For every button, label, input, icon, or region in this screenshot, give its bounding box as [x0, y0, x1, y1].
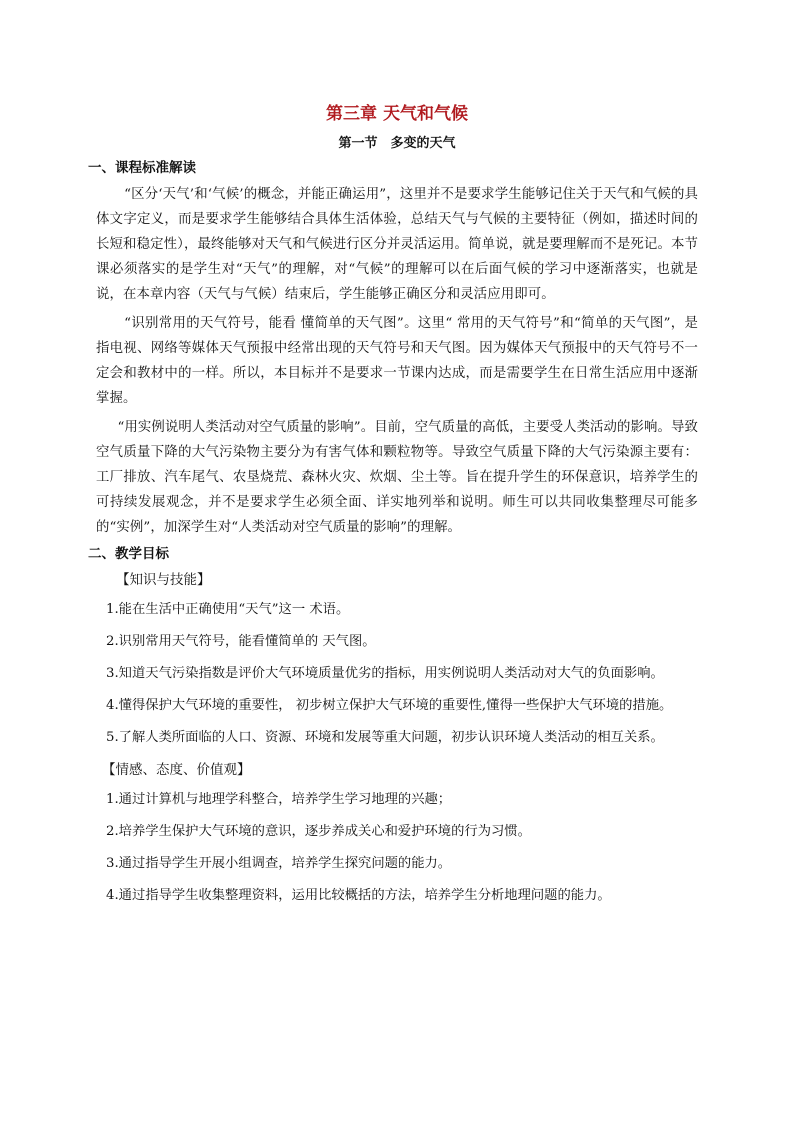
section-title: 第一节 多变的天气 — [338, 136, 456, 151]
emotion-values-label: 【情感、态度、价值观】 — [102, 762, 251, 778]
chapter-title: 第三章 天气和气候 — [326, 104, 468, 124]
paragraph-air-quality: “用实例说明人类活动对空气质量的影响”。目前，空气质量的高低，主要受人类活动的影响。导致空气质量下降的大气污染物主要分为有害气体和颗粒物等。导致空气质量下降的大气污染源主要有：工厂排放、汽车尾气、农垦烧荒、森林火灾、炊烟、尘土等。旨在提升学生的环保意识，培养学生的可持续发展观念，并不是要求学生必须全面、详实地列举和说明。师生可以共同收集整理尽可能多的“实例”，加深学生对“人类活动对空气质量的影响”的理解。 — [96, 420, 698, 535]
emotion-item: 2.培养学生保护大气环境的意识，逐步养成关心和爱护环境的行为习惯。 — [106, 824, 531, 839]
knowledge-item: 2.识别常用天气符号，能看懂简单的 天气图。 — [106, 634, 376, 649]
knowledge-item: 1.能在生活中正确使用“天气”这一 术语。 — [106, 602, 350, 617]
knowledge-item: 3.知道天气污染指数是评价大气环境质量优劣的指标，用实例说明人类活动对大气的负面影响。 — [106, 666, 664, 681]
knowledge-item: 4.懂得保护大气环境的重要性， 初步树立保护大气环境的重要性,懂得一些保护大气环境的措施。 — [106, 698, 673, 713]
emotion-item: 3.通过指导学生开展小组调查，培养学生探究问题的能力。 — [106, 856, 452, 871]
heading-objectives: 二、教学目标 — [88, 546, 169, 562]
emotion-item: 4.通过指导学生收集整理资料，运用比较概括的方法，培养学生分析地理问题的能力。 — [106, 888, 611, 903]
heading-standards: 一、课程标准解读 — [88, 160, 196, 176]
knowledge-item: 5.了解人类所面临的人口、资源、环境和发展等重大问题，初步认识环境人类活动的相互关系。 — [106, 730, 664, 745]
paragraph-weather-symbols: “识别常用的天气符号，能看 懂简单的天气图”。这里“ 常用的天气符号”和“简单的天气图”，是指电视、网络等媒体天气预报中经常出现的天气符号和天气图。因为媒体天气预报中的天气符号不一定会和教材中的一样。所以，本目标并不是要求一节课内达成，而是需要学生在日常生活应用中逐渐掌握。 — [96, 316, 698, 406]
emotion-item: 1.通过计算机与地理学科整合，培养学生学习地理的兴趣； — [106, 792, 452, 807]
paragraph-weather-climate: “区分‘天气’和‘气候’的概念，并能正确运用”，这里并不是要求学生能够记住关于天气和气候的具体文字定义，而是要求学生能够结合具体生活体验，总结天气与气候的主要特征（例如，描述时间的长短和稳定性），最终能够对天气和气候进行区分并灵活运用。简单说，就是要理解而不是死记。本节课必须落实的是学生对“天气”的理解，对“气候”的理解可以在后面气候的学习中逐渐落实，也就是说，在本章内容（天气与气候）结束后，学生能够正确区分和灵活应用即可。 — [96, 187, 698, 302]
knowledge-skills-label: 【知识与技能】 — [116, 572, 211, 588]
